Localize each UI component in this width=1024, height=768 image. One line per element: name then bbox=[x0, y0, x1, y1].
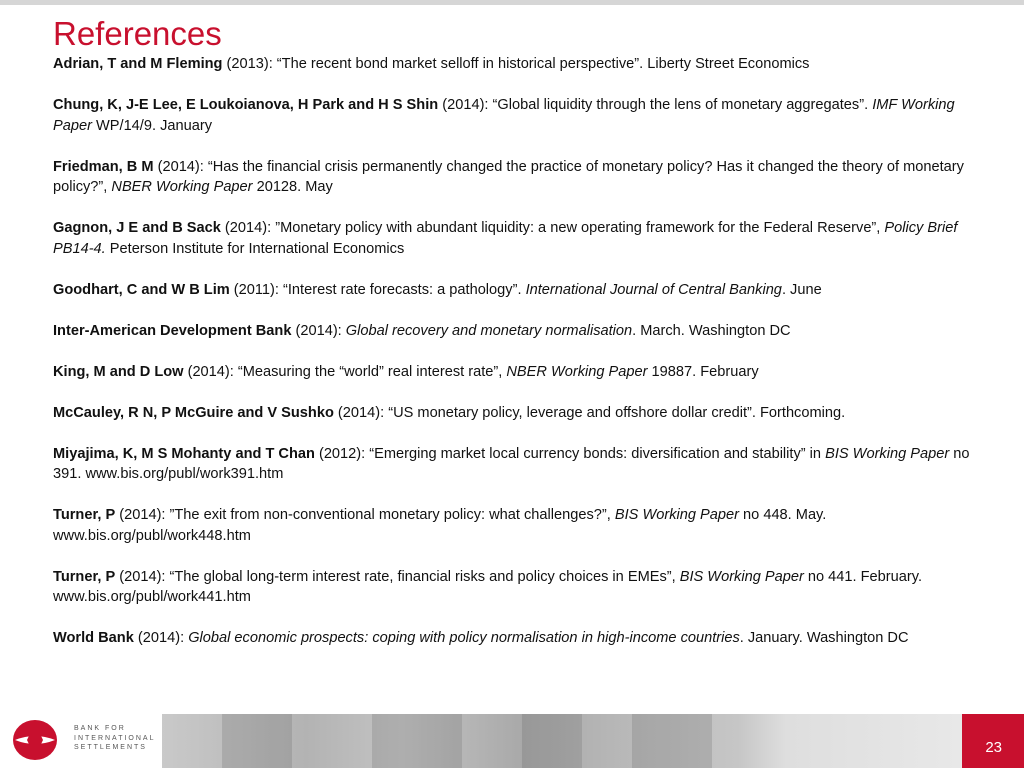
reference-item bbox=[53, 54, 985, 75]
reference-text: (2014): bbox=[291, 322, 346, 339]
reference-text: (2014): “The global long-term interest rate, financial risks and policy choices in EMEs”, bbox=[115, 568, 680, 585]
page-title: References bbox=[53, 15, 222, 52]
reference-source: Global economic prospects: coping with policy normalisation in high-income countries bbox=[188, 630, 740, 646]
reference-details: no 441. February. www.bis.org/publ/work441.htm bbox=[53, 568, 923, 605]
reference-author: Goodhart, C and W B Lim bbox=[53, 281, 230, 298]
photo-segment bbox=[632, 714, 712, 768]
reference-text: (2014): “Has the financial crisis permanently changed the practice of monetary policy? Has it changed the theory of monetary policy?”, bbox=[53, 158, 964, 195]
reference-text: (2011): “Interest rate forecasts: a pathology”. bbox=[229, 281, 526, 298]
reference-text: (2013): “The recent bond market selloff in historical perspective”. Liberty Street Economics bbox=[222, 56, 810, 72]
reference-item bbox=[53, 628, 985, 649]
footer-photo-strip bbox=[162, 714, 962, 768]
reference-item bbox=[53, 505, 985, 546]
reference-text: (2014): “US monetary policy, leverage and offshore dollar credit”. Forthcoming. bbox=[333, 404, 846, 421]
reference-list bbox=[53, 54, 985, 669]
page-number-box bbox=[962, 714, 1024, 768]
reference-item bbox=[53, 321, 985, 342]
reference-details: . March. Washington DC bbox=[632, 322, 791, 339]
reference-text: (2014): ”The exit from non-conventional monetary policy: what challenges?”, bbox=[115, 507, 615, 523]
reference-item bbox=[53, 280, 985, 301]
photo-segment bbox=[372, 714, 462, 768]
reference-item bbox=[53, 95, 985, 136]
logo-line: BANK FOR bbox=[74, 725, 126, 732]
reference-text: (2014): ”Monetary policy with abundant liquidity: a new operating framework for the Federal Reserve”, bbox=[220, 220, 885, 236]
reference-author: Miyajima, K, M S Mohanty and T Chan bbox=[53, 445, 315, 462]
reference-text: (2014): bbox=[133, 630, 189, 646]
photo-segment bbox=[222, 714, 292, 768]
reference-author: Turner, P bbox=[53, 507, 116, 523]
reference-details: . January. Washington DC bbox=[739, 630, 909, 646]
bis-logo bbox=[0, 714, 160, 768]
reference-source: NBER Working Paper bbox=[111, 179, 253, 195]
reference-author: King, M and D Low bbox=[53, 363, 184, 380]
reference-author: Turner, P bbox=[53, 568, 116, 585]
reference-source: IMF Working Paper bbox=[53, 97, 955, 134]
reference-details: 19887. February bbox=[647, 363, 759, 380]
reference-source: NBER Working Paper bbox=[506, 363, 648, 380]
reference-source: Policy Brief PB14-4. bbox=[53, 220, 958, 257]
reference-author: Friedman, B M bbox=[53, 158, 154, 175]
reference-source: BIS Working Paper bbox=[825, 445, 950, 462]
bis-logo-icon bbox=[12, 719, 58, 761]
reference-source: BIS Working Paper bbox=[679, 568, 804, 585]
reference-author: Inter-American Development Bank bbox=[53, 322, 292, 339]
reference-author: World Bank bbox=[53, 630, 134, 646]
reference-source: International Journal of Central Banking bbox=[525, 281, 782, 298]
reference-item bbox=[53, 218, 985, 259]
reference-source: BIS Working Paper bbox=[614, 507, 739, 523]
reference-author: Chung, K, J-E Lee, E Loukoianova, H Park and H S Shin bbox=[53, 97, 439, 113]
reference-details: 20128. May bbox=[252, 179, 333, 195]
page-number: 23 bbox=[985, 739, 1002, 756]
reference-author: McCauley, R N, P McGuire and V Sushko bbox=[53, 404, 334, 421]
reference-item bbox=[53, 444, 985, 485]
reference-text: (2014): “Global liquidity through the lens of monetary aggregates”. bbox=[438, 97, 873, 113]
logo-line: SETTLEMENTS bbox=[74, 744, 147, 751]
reference-author: Gagnon, J E and B Sack bbox=[53, 220, 221, 236]
reference-author: Adrian, T and M Fleming bbox=[53, 56, 223, 72]
reference-details: WP/14/9. January bbox=[91, 117, 213, 134]
reference-text: (2014): “Measuring the “world” real interest rate”, bbox=[183, 363, 507, 380]
reference-item bbox=[53, 157, 985, 198]
reference-source: Global recovery and monetary normalisation bbox=[345, 322, 633, 339]
reference-details: no 391. www.bis.org/publ/work391.htm bbox=[53, 445, 970, 482]
reference-item bbox=[53, 362, 985, 383]
reference-text: (2012): “Emerging market local currency bonds: diversification and stability” in bbox=[314, 445, 826, 462]
reference-details: Peterson Institute for International Economics bbox=[105, 240, 405, 257]
reference-item bbox=[53, 567, 985, 608]
bis-logo-text bbox=[74, 724, 156, 753]
reference-details: no 448. May. www.bis.org/publ/work448.htm bbox=[53, 507, 827, 544]
logo-line: INTERNATIONAL bbox=[74, 734, 156, 742]
top-rule bbox=[0, 0, 1024, 5]
reference-details: . June bbox=[781, 281, 822, 298]
footer bbox=[0, 714, 1024, 768]
reference-item bbox=[53, 403, 985, 424]
photo-segment bbox=[522, 714, 582, 768]
